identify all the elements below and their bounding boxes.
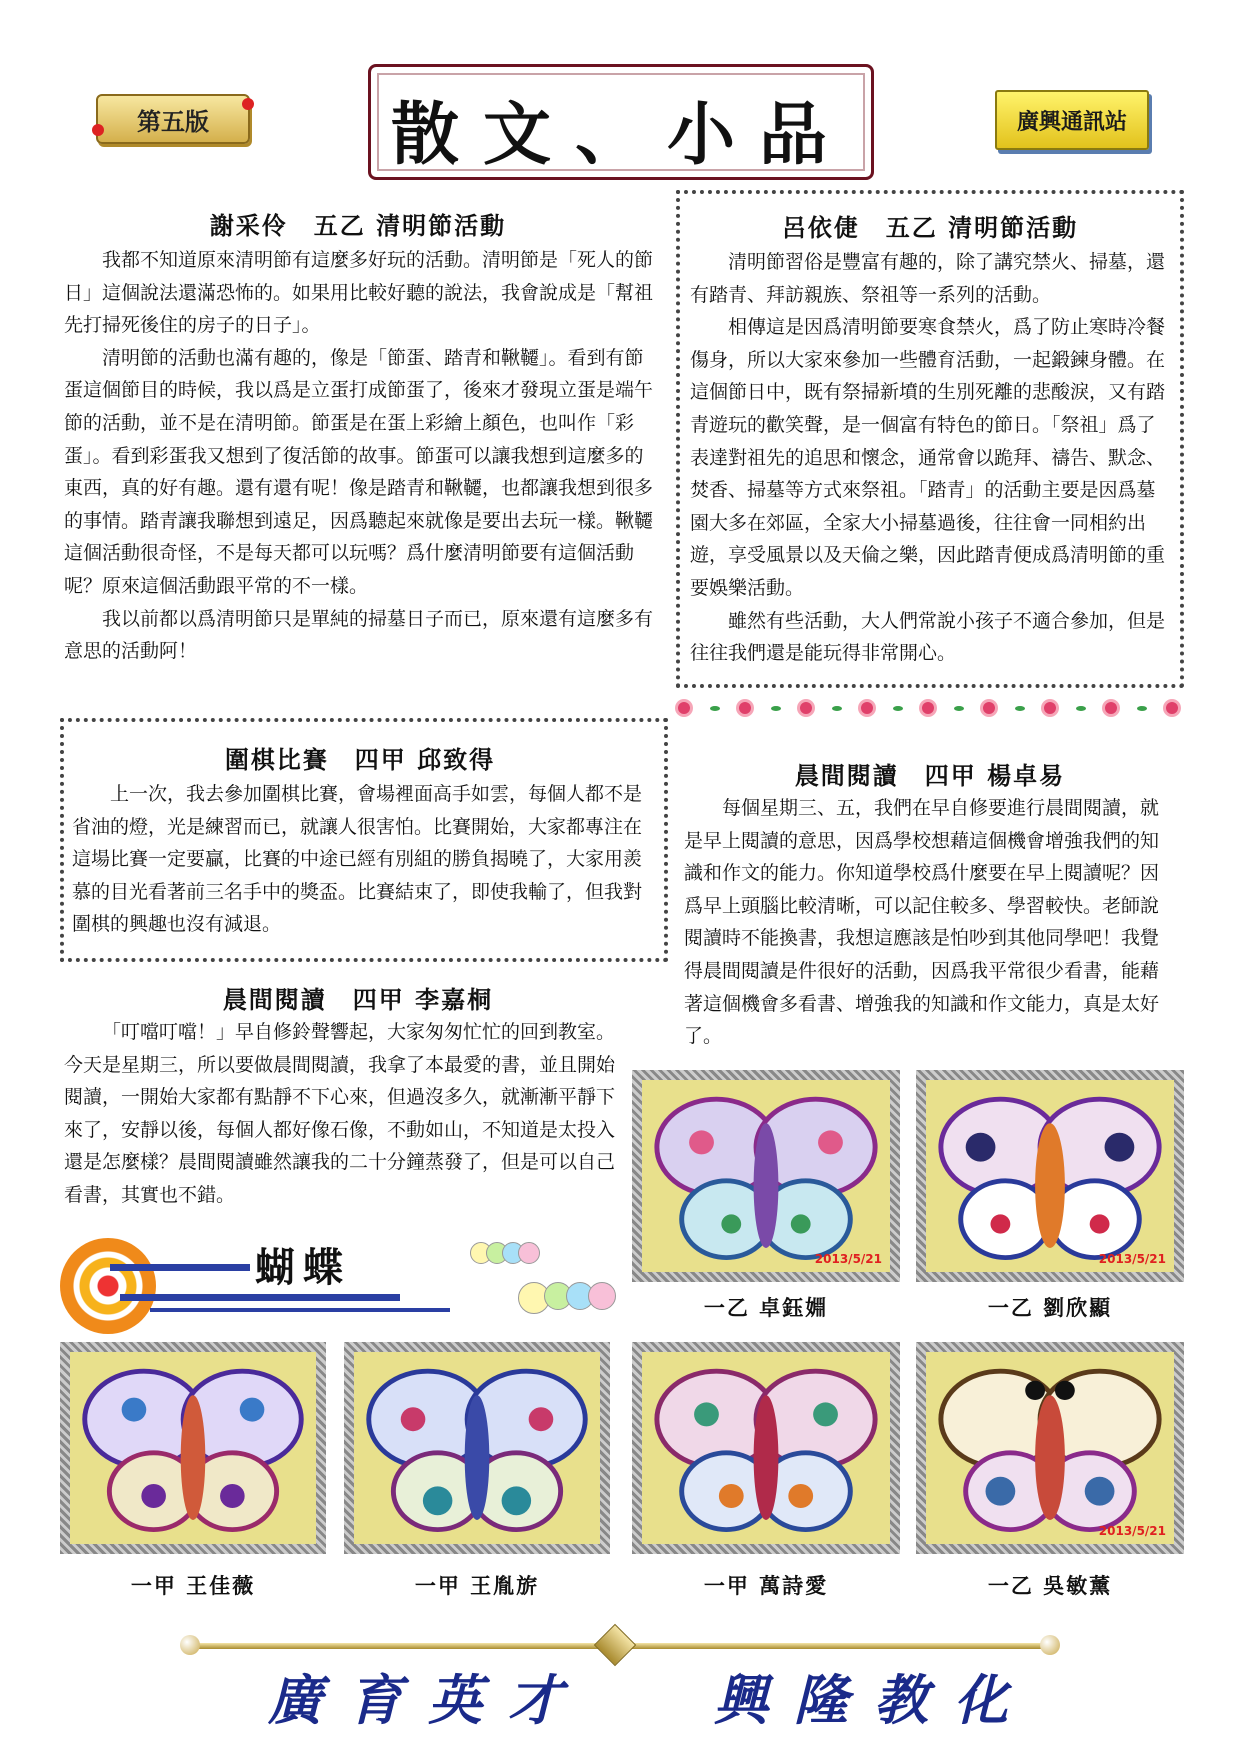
ornament-icon (180, 1635, 200, 1655)
flower-icon (922, 702, 934, 714)
photo-date: 2013/5/21 (1098, 1524, 1166, 1538)
page-title: 散文、小品 (390, 95, 851, 175)
article-paragraph: 每個星期三、五，我們在早自修要進行晨間閱讀，就是早上閱讀的意思，因爲學校想藉這個機會增強我們的知識和作文的能力。你知道學校爲什麼要在早上閱讀呢？因爲早上頭腦比較清晰，可以記住較多、學習較快。老師說閱讀時不能換書，我想這應該是怕吵到其他同學吧！我覺得晨間閱讀是件很好的活動，因爲我平常很少看書，能藉著這個機會多看書、增強我的知識和作文能力，真是太好了。 (684, 797, 1160, 1048)
ornament-icon (1040, 1635, 1060, 1655)
pin-icon (242, 98, 254, 110)
article-body (64, 244, 654, 668)
title-banner (368, 64, 874, 180)
photo-caption: 一乙 卓鈺婣 (703, 1295, 829, 1320)
edition-label: 第五版 (137, 107, 209, 136)
butterfly-photo (632, 1070, 900, 1282)
photo-caption: 一乙 吳敏薰 (987, 1573, 1113, 1598)
photo-caption: 一甲 王胤旂 (414, 1573, 540, 1598)
article-paragraph: 上一次，我去參加圍棋比賽，會場裡面高手如雲，每個人都不是省油的燈，光是練習而已，就讓人很害怕。比賽開始，大家都專注在這場比賽一定要贏，比賽的中途已經有別組的勝負揭曉了，大家用羨慕的目光看著前三名手中的獎盃。比賽結束了，即使我輸了，但我對圍棋的興趣也沒有減退。 (72, 783, 643, 936)
flower-icon (1166, 702, 1178, 714)
flower-icon (739, 702, 751, 714)
leaf-icon (1137, 706, 1147, 711)
article-body (684, 792, 1174, 1053)
butterfly-photo (632, 1342, 900, 1554)
speed-line (110, 1264, 250, 1271)
leaf-icon (771, 706, 781, 711)
photo-caption: 一甲 王佳薇 (130, 1573, 256, 1598)
station-badge (995, 90, 1149, 150)
edition-badge (96, 94, 250, 144)
station-label: 廣興通訊站 (1016, 108, 1127, 135)
photo-caption: 一甲 萬詩愛 (703, 1573, 829, 1598)
article-title: 呂依倢 五乙 清明節活動 (781, 213, 1079, 242)
caterpillar-icon (524, 1282, 616, 1314)
caterpillar-icon (476, 1242, 540, 1264)
article-title: 晨間閱讀 四甲 楊卓易 (794, 761, 1066, 790)
diamond-icon (594, 1624, 636, 1666)
article-title: 謝采伶 五乙 清明節活動 (209, 211, 507, 240)
article-title: 圍棋比賽 四甲 邱致得 (224, 745, 496, 774)
section-heading: 蝴蝶 (255, 1245, 351, 1291)
flower-icon (1044, 702, 1056, 714)
speed-line (150, 1308, 450, 1312)
leaf-icon (1015, 706, 1025, 711)
article-paragraph: 「叮噹叮噹！」早自修鈴聲響起，大家匆匆忙忙的回到教室。今天是星期三，所以要做晨間閱讀，我拿了本最愛的書，並且開始閱讀，一開始大家都有點靜不下心來，但過沒多久，就漸漸平靜下來了，安靜以後，每個人都好像石像，不動如山，不知道是太投入還是怎麼樣？晨間閱讀雖然讓我的二十分鐘蒸發了，但是可以自己看書，其實也不錯。 (64, 1021, 616, 1206)
butterfly-artwork-icon (642, 1080, 890, 1272)
flower-icon (983, 702, 995, 714)
article-paragraph: 我以前都以爲清明節只是單純的掃墓日子而已，原來還有這麼多有意思的活動阿！ (64, 607, 654, 663)
butterfly-photo (916, 1342, 1184, 1554)
butterfly-artwork-icon (70, 1352, 316, 1544)
leaf-icon (1076, 706, 1086, 711)
speed-line (120, 1294, 400, 1301)
butterfly-photo (60, 1342, 326, 1554)
flower-icon (1105, 702, 1117, 714)
butterfly-photo (344, 1342, 610, 1554)
article-paragraph: 我都不知道原來清明節有這麼多好玩的活動。清明節是「死人的節日」這個說法還滿恐怖的。如果用比較好聽的說法，我會說成是「幫祖先打掃死後住的房子的日子」。 (64, 249, 654, 337)
target-icon (60, 1238, 156, 1334)
article-paragraph: 相傳這是因爲清明節要寒食禁火，爲了防止寒時冷餐傷身，所以大家來參加一些體育活動，一起鍛鍊身體。在這個節日中，既有祭掃新墳的生別死離的悲酸淚，又有踏青遊玩的歡笑聲，是一個富有特色的節日。「祭祖」爲了表達對祖先的追思和懷念，通常會以跪拜、禱告、默念、焚香、掃墓等方式來祭祖。「踏青」的活動主要是因爲墓園大多在郊區，全家大小掃墓過後，往往會一同相約出遊，享受風景以及天倫之樂，因此踏青便成爲清明節的重要娛樂活動。 (690, 316, 1166, 599)
article-title: 晨間閱讀 四甲 李嘉桐 (222, 985, 494, 1014)
flower-icon (678, 702, 690, 714)
leaf-icon (710, 706, 720, 711)
flower-divider (678, 690, 1178, 726)
flower-icon (861, 702, 873, 714)
flower-icon (800, 702, 812, 714)
photo-date: 2013/5/21 (1098, 1252, 1166, 1266)
motto-left: 廣育英才 (268, 1668, 588, 1732)
butterfly-artwork-icon (354, 1352, 600, 1544)
butterfly-artwork-icon (926, 1352, 1174, 1544)
leaf-icon (893, 706, 903, 711)
leaf-icon (832, 706, 842, 711)
butterfly-photo (916, 1070, 1184, 1282)
article-paragraph: 雖然有些活動，大人們常說小孩子不適合參加，但是往往我們還是能玩得非常開心。 (690, 609, 1166, 665)
article-paragraph: 清明節的活動也滿有趣的，像是「節蛋、踏青和鞦韆」。看到有節蛋這個節目的時候，我以爲是立蛋打成節蛋了，後來才發現立蛋是端午節的活動，並不是在清明節。節蛋是在蛋上彩繪上顏色，也叫作「彩蛋」。看到彩蛋我又想到了復活節的故事。節蛋可以讓我想到這麼多的東西，真的好有趣。還有還有呢！像是踏青和鞦韆，也都讓我想到很多的事情。踏青讓我聯想到遠足，因爲聽起來就像是要出去玩一樣。鞦韆這個活動很奇怪，不是每天都可以玩嗎？爲什麼清明節要有這個活動呢？原來這個活動跟平常的不一樣。 (64, 346, 654, 597)
article-body (72, 778, 646, 941)
butterfly-artwork-icon (642, 1352, 890, 1544)
article-body (690, 246, 1170, 670)
photo-date: 2013/5/21 (814, 1252, 882, 1266)
motto-right: 興隆教化 (714, 1668, 1034, 1732)
leaf-icon (954, 706, 964, 711)
butterfly-artwork-icon (926, 1080, 1174, 1272)
photo-caption: 一乙 劉欣顯 (987, 1295, 1113, 1320)
article-paragraph: 清明節習俗是豐富有趣的，除了講究禁火、掃墓，還有踏青、拜訪親族、祭祖等一系列的活動。 (690, 251, 1166, 306)
article-body (64, 1016, 624, 1212)
pin-icon (92, 124, 104, 136)
